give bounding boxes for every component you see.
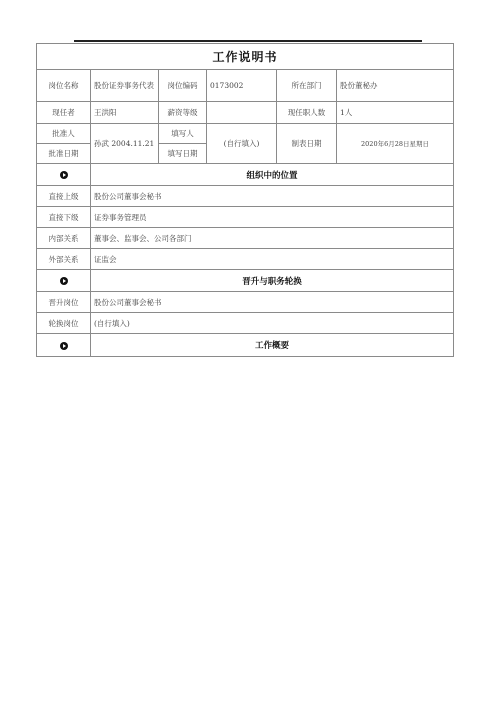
salary-grade-value [207,102,277,124]
org-row-value: 证券事务管理员 [91,207,454,228]
headcount-value: 1人 [337,102,454,124]
department-label: 所在部门 [277,70,337,102]
job-description-table [36,43,454,357]
write-date-label: 填写日期 [159,144,207,164]
section-org-title: 组织中的位置 [91,164,454,186]
position-name-label: 岗位名称 [37,70,91,102]
org-row-label: 直接下级 [37,207,91,228]
arrow-circle-icon [60,171,68,179]
department-value: 股份董秘办 [337,70,454,102]
org-row-value: 证监会 [91,249,454,270]
promo-row-value: (自行填入) [91,313,454,334]
section-summary-title: 工作概要 [91,334,454,357]
approver-label: 批准人 [37,124,91,144]
writer-value: (自行填入) [207,124,277,164]
salary-grade-label: 薪资等级 [159,102,207,124]
arrow-circle-icon [60,277,68,285]
current-holder-value: 王洪阳 [91,102,159,124]
position-name-value: 股份证券事务代表 [91,70,159,102]
org-row-label: 内部关系 [37,228,91,249]
approver-value: 孙武 2004.11.21 [91,124,159,164]
section-promo-title: 晋升与职务轮换 [91,270,454,292]
document-title: 工作说明书 [37,44,454,70]
promo-row-value: 股份公司董事会秘书 [91,292,454,313]
arrow-circle-icon [60,342,68,350]
current-holder-label: 现任者 [37,102,91,124]
approve-date-label: 批准日期 [37,144,91,164]
position-code-label: 岗位编码 [159,70,207,102]
made-date-label: 制表日期 [277,124,337,164]
section-marker-org [37,164,91,186]
section-marker-promo [37,270,91,292]
org-row-value: 股份公司董事会秘书 [91,186,454,207]
writer-label: 填写人 [159,124,207,144]
promo-row-label: 轮换岗位 [37,313,91,334]
org-row-value: 董事会、监事会、公司各部门 [91,228,454,249]
made-date-value: 2020年6月28日星期日 [337,124,454,164]
headcount-label: 现任职人数 [277,102,337,124]
position-code-value: 0173002 [207,70,277,102]
org-row-label: 外部关系 [37,249,91,270]
promo-row-label: 晋升岗位 [37,292,91,313]
org-row-label: 直接上级 [37,186,91,207]
section-marker-summary [37,334,91,357]
header-rule [74,40,422,42]
